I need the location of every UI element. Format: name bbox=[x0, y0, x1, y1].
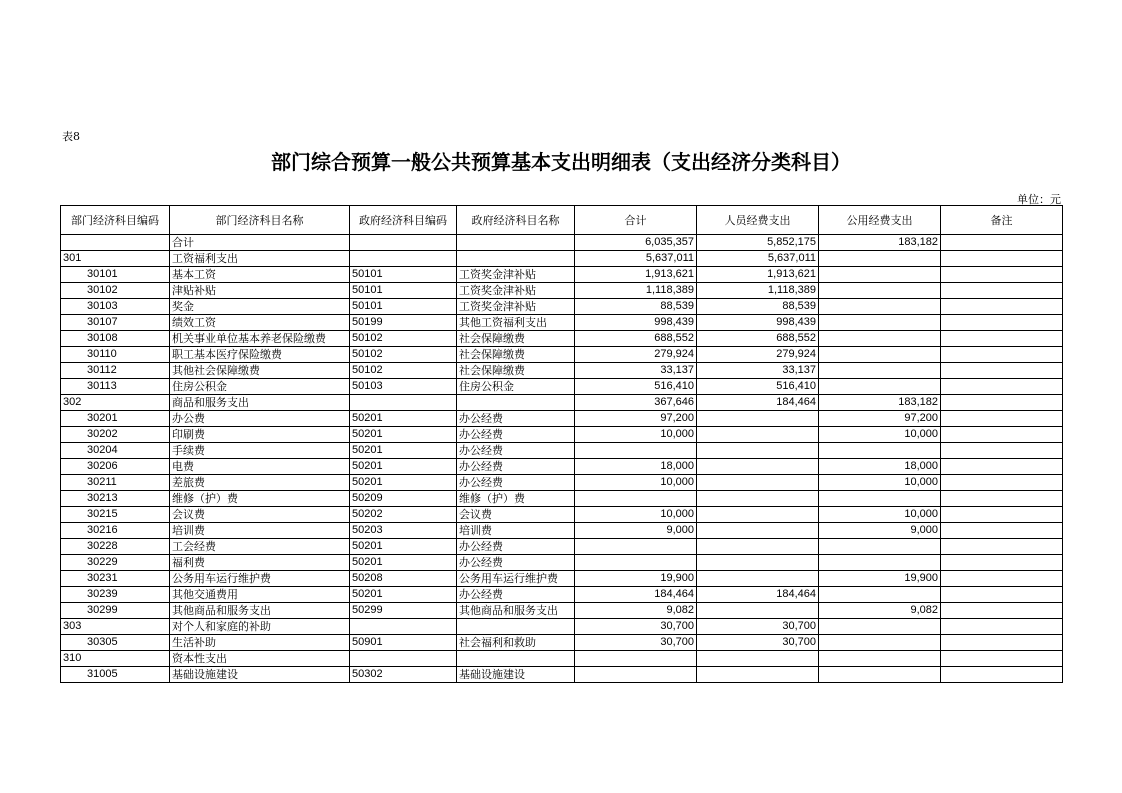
dept-name-cell: 手续费 bbox=[170, 443, 350, 459]
table-row bbox=[61, 331, 1063, 347]
personnel-cell: 998,439 bbox=[697, 315, 819, 331]
note-cell bbox=[941, 235, 1063, 251]
gov-code-cell: 50299 bbox=[350, 603, 457, 619]
dept-code-cell: 30239 bbox=[61, 587, 170, 603]
dept-code-cell: 30113 bbox=[61, 379, 170, 395]
dept-name-cell: 培训费 bbox=[170, 523, 350, 539]
dept-code-cell: 30305 bbox=[61, 635, 170, 651]
dept-name-cell: 合计 bbox=[170, 235, 350, 251]
total-cell bbox=[575, 539, 697, 555]
total-cell bbox=[575, 491, 697, 507]
dept-code-cell: 30228 bbox=[61, 539, 170, 555]
public-cell bbox=[819, 539, 941, 555]
table-row bbox=[61, 235, 1063, 251]
dept-code-cell: 30103 bbox=[61, 299, 170, 315]
table-row bbox=[61, 475, 1063, 491]
public-cell bbox=[819, 587, 941, 603]
dept-name-cell: 对个人和家庭的补助 bbox=[170, 619, 350, 635]
note-cell bbox=[941, 395, 1063, 411]
personnel-cell: 184,464 bbox=[697, 395, 819, 411]
gov-code-cell: 50202 bbox=[350, 507, 457, 523]
total-cell: 10,000 bbox=[575, 507, 697, 523]
table-row bbox=[61, 635, 1063, 651]
header-gov-code: 政府经济科目编码 bbox=[350, 206, 457, 235]
gov-code-cell bbox=[350, 651, 457, 667]
table-row bbox=[61, 347, 1063, 363]
table-row bbox=[61, 251, 1063, 267]
note-cell bbox=[941, 555, 1063, 571]
table-row bbox=[61, 443, 1063, 459]
note-cell bbox=[941, 427, 1063, 443]
personnel-cell bbox=[697, 603, 819, 619]
table-row bbox=[61, 395, 1063, 411]
gov-name-cell: 基础设施建设 bbox=[457, 667, 575, 683]
personnel-cell: 184,464 bbox=[697, 587, 819, 603]
gov-name-cell: 办公经费 bbox=[457, 587, 575, 603]
public-cell bbox=[819, 619, 941, 635]
gov-code-cell: 50201 bbox=[350, 587, 457, 603]
gov-name-cell: 维修（护）费 bbox=[457, 491, 575, 507]
note-cell bbox=[941, 411, 1063, 427]
gov-code-cell: 50201 bbox=[350, 475, 457, 491]
personnel-cell bbox=[697, 475, 819, 491]
total-cell: 367,646 bbox=[575, 395, 697, 411]
public-cell bbox=[819, 379, 941, 395]
note-cell bbox=[941, 635, 1063, 651]
table-row bbox=[61, 459, 1063, 475]
total-cell: 10,000 bbox=[575, 427, 697, 443]
personnel-cell: 279,924 bbox=[697, 347, 819, 363]
budget-table bbox=[60, 205, 1063, 683]
total-cell: 88,539 bbox=[575, 299, 697, 315]
note-cell bbox=[941, 507, 1063, 523]
personnel-cell: 33,137 bbox=[697, 363, 819, 379]
table-row bbox=[61, 315, 1063, 331]
table-row bbox=[61, 267, 1063, 283]
public-cell bbox=[819, 635, 941, 651]
dept-code-cell: 301 bbox=[61, 251, 170, 267]
personnel-cell bbox=[697, 507, 819, 523]
note-cell bbox=[941, 315, 1063, 331]
dept-name-cell: 基本工资 bbox=[170, 267, 350, 283]
header-personnel: 人员经费支出 bbox=[697, 206, 819, 235]
gov-name-cell: 办公经费 bbox=[457, 427, 575, 443]
personnel-cell: 5,852,175 bbox=[697, 235, 819, 251]
public-cell bbox=[819, 491, 941, 507]
public-cell bbox=[819, 331, 941, 347]
personnel-cell bbox=[697, 667, 819, 683]
gov-code-cell: 50101 bbox=[350, 283, 457, 299]
personnel-cell: 1,913,621 bbox=[697, 267, 819, 283]
gov-code-cell bbox=[350, 619, 457, 635]
dept-name-cell: 绩效工资 bbox=[170, 315, 350, 331]
dept-code-cell: 30229 bbox=[61, 555, 170, 571]
gov-code-cell bbox=[350, 395, 457, 411]
gov-name-cell: 社会保障缴费 bbox=[457, 363, 575, 379]
dept-code-cell: 30108 bbox=[61, 331, 170, 347]
public-cell: 10,000 bbox=[819, 475, 941, 491]
table-row bbox=[61, 491, 1063, 507]
note-cell bbox=[941, 523, 1063, 539]
dept-name-cell: 资本性支出 bbox=[170, 651, 350, 667]
table-row bbox=[61, 571, 1063, 587]
gov-name-cell: 培训费 bbox=[457, 523, 575, 539]
dept-code-cell: 30201 bbox=[61, 411, 170, 427]
note-cell bbox=[941, 283, 1063, 299]
note-cell bbox=[941, 443, 1063, 459]
public-cell bbox=[819, 443, 941, 459]
dept-code-cell: 30107 bbox=[61, 315, 170, 331]
public-cell bbox=[819, 299, 941, 315]
note-cell bbox=[941, 363, 1063, 379]
dept-code-cell: 30101 bbox=[61, 267, 170, 283]
gov-name-cell: 公务用车运行维护费 bbox=[457, 571, 575, 587]
table-row bbox=[61, 507, 1063, 523]
note-cell bbox=[941, 299, 1063, 315]
total-cell bbox=[575, 443, 697, 459]
total-cell: 184,464 bbox=[575, 587, 697, 603]
dept-name-cell: 福利费 bbox=[170, 555, 350, 571]
gov-name-cell: 办公经费 bbox=[457, 411, 575, 427]
total-cell bbox=[575, 667, 697, 683]
gov-code-cell: 50201 bbox=[350, 555, 457, 571]
dept-name-cell: 办公费 bbox=[170, 411, 350, 427]
total-cell: 10,000 bbox=[575, 475, 697, 491]
gov-code-cell: 50208 bbox=[350, 571, 457, 587]
gov-code-cell: 50201 bbox=[350, 411, 457, 427]
gov-code-cell: 50302 bbox=[350, 667, 457, 683]
personnel-cell: 88,539 bbox=[697, 299, 819, 315]
dept-name-cell: 奖金 bbox=[170, 299, 350, 315]
dept-name-cell: 电费 bbox=[170, 459, 350, 475]
table-row bbox=[61, 539, 1063, 555]
gov-code-cell: 50102 bbox=[350, 331, 457, 347]
note-cell bbox=[941, 475, 1063, 491]
note-cell bbox=[941, 379, 1063, 395]
gov-code-cell: 50201 bbox=[350, 459, 457, 475]
dept-name-cell: 商品和服务支出 bbox=[170, 395, 350, 411]
gov-code-cell: 50201 bbox=[350, 427, 457, 443]
gov-code-cell: 50199 bbox=[350, 315, 457, 331]
header-public: 公用经费支出 bbox=[819, 206, 941, 235]
gov-code-cell: 50102 bbox=[350, 347, 457, 363]
dept-name-cell: 会议费 bbox=[170, 507, 350, 523]
gov-name-cell: 社会保障缴费 bbox=[457, 331, 575, 347]
gov-name-cell bbox=[457, 395, 575, 411]
note-cell bbox=[941, 667, 1063, 683]
public-cell: 9,082 bbox=[819, 603, 941, 619]
note-cell bbox=[941, 491, 1063, 507]
dept-code-cell: 30213 bbox=[61, 491, 170, 507]
personnel-cell: 5,637,011 bbox=[697, 251, 819, 267]
note-cell bbox=[941, 267, 1063, 283]
public-cell bbox=[819, 347, 941, 363]
public-cell bbox=[819, 667, 941, 683]
gov-code-cell: 50209 bbox=[350, 491, 457, 507]
header-note: 备注 bbox=[941, 206, 1063, 235]
note-cell bbox=[941, 539, 1063, 555]
gov-code-cell bbox=[350, 251, 457, 267]
total-cell: 5,637,011 bbox=[575, 251, 697, 267]
public-cell bbox=[819, 363, 941, 379]
header-total: 合计 bbox=[575, 206, 697, 235]
gov-name-cell: 其他商品和服务支出 bbox=[457, 603, 575, 619]
total-cell: 9,082 bbox=[575, 603, 697, 619]
gov-name-cell: 社会福利和救助 bbox=[457, 635, 575, 651]
dept-code-cell: 302 bbox=[61, 395, 170, 411]
gov-code-cell bbox=[350, 235, 457, 251]
total-cell bbox=[575, 651, 697, 667]
total-cell: 30,700 bbox=[575, 619, 697, 635]
public-cell bbox=[819, 651, 941, 667]
gov-name-cell: 社会保障缴费 bbox=[457, 347, 575, 363]
dept-code-cell: 31005 bbox=[61, 667, 170, 683]
note-cell bbox=[941, 651, 1063, 667]
gov-name-cell: 办公经费 bbox=[457, 539, 575, 555]
dept-code-cell: 30215 bbox=[61, 507, 170, 523]
public-cell: 10,000 bbox=[819, 507, 941, 523]
table-row bbox=[61, 603, 1063, 619]
gov-name-cell: 办公经费 bbox=[457, 443, 575, 459]
dept-name-cell: 差旅费 bbox=[170, 475, 350, 491]
public-cell bbox=[819, 267, 941, 283]
gov-code-cell: 50101 bbox=[350, 299, 457, 315]
personnel-cell bbox=[697, 523, 819, 539]
gov-code-cell: 50102 bbox=[350, 363, 457, 379]
gov-name-cell: 会议费 bbox=[457, 507, 575, 523]
gov-name-cell bbox=[457, 251, 575, 267]
total-cell: 279,924 bbox=[575, 347, 697, 363]
table-number: 表8 bbox=[62, 130, 80, 143]
dept-name-cell: 住房公积金 bbox=[170, 379, 350, 395]
gov-code-cell: 50101 bbox=[350, 267, 457, 283]
total-cell: 19,900 bbox=[575, 571, 697, 587]
total-cell: 30,700 bbox=[575, 635, 697, 651]
personnel-cell bbox=[697, 571, 819, 587]
total-cell: 1,118,389 bbox=[575, 283, 697, 299]
gov-name-cell bbox=[457, 235, 575, 251]
dept-code-cell: 30102 bbox=[61, 283, 170, 299]
total-cell: 33,137 bbox=[575, 363, 697, 379]
gov-name-cell: 工资奖金津补贴 bbox=[457, 267, 575, 283]
total-cell: 9,000 bbox=[575, 523, 697, 539]
dept-name-cell: 印刷费 bbox=[170, 427, 350, 443]
table-row bbox=[61, 427, 1063, 443]
total-cell: 1,913,621 bbox=[575, 267, 697, 283]
header-dept-name: 部门经济科目名称 bbox=[170, 206, 350, 235]
table-row bbox=[61, 379, 1063, 395]
dept-name-cell: 职工基本医疗保险缴费 bbox=[170, 347, 350, 363]
public-cell: 18,000 bbox=[819, 459, 941, 475]
dept-name-cell: 机关事业单位基本养老保险缴费 bbox=[170, 331, 350, 347]
dept-name-cell: 其他交通费用 bbox=[170, 587, 350, 603]
personnel-cell bbox=[697, 539, 819, 555]
table-row bbox=[61, 283, 1063, 299]
note-cell bbox=[941, 347, 1063, 363]
public-cell: 183,182 bbox=[819, 395, 941, 411]
personnel-cell bbox=[697, 411, 819, 427]
dept-name-cell: 其他社会保障缴费 bbox=[170, 363, 350, 379]
gov-code-cell: 50103 bbox=[350, 379, 457, 395]
gov-name-cell bbox=[457, 651, 575, 667]
note-cell bbox=[941, 619, 1063, 635]
dept-code-cell: 310 bbox=[61, 651, 170, 667]
dept-code-cell: 30299 bbox=[61, 603, 170, 619]
note-cell bbox=[941, 571, 1063, 587]
dept-name-cell: 其他商品和服务支出 bbox=[170, 603, 350, 619]
gov-name-cell: 办公经费 bbox=[457, 475, 575, 491]
personnel-cell: 688,552 bbox=[697, 331, 819, 347]
dept-code-cell bbox=[61, 235, 170, 251]
total-cell: 688,552 bbox=[575, 331, 697, 347]
table-row bbox=[61, 651, 1063, 667]
gov-name-cell: 办公经费 bbox=[457, 459, 575, 475]
note-cell bbox=[941, 587, 1063, 603]
public-cell: 10,000 bbox=[819, 427, 941, 443]
note-cell bbox=[941, 459, 1063, 475]
gov-name-cell: 其他工资福利支出 bbox=[457, 315, 575, 331]
dept-code-cell: 30110 bbox=[61, 347, 170, 363]
personnel-cell: 30,700 bbox=[697, 619, 819, 635]
dept-code-cell: 30211 bbox=[61, 475, 170, 491]
gov-code-cell: 50901 bbox=[350, 635, 457, 651]
personnel-cell bbox=[697, 491, 819, 507]
total-cell: 998,439 bbox=[575, 315, 697, 331]
dept-code-cell: 30206 bbox=[61, 459, 170, 475]
dept-code-cell: 30204 bbox=[61, 443, 170, 459]
note-cell bbox=[941, 251, 1063, 267]
dept-code-cell: 30202 bbox=[61, 427, 170, 443]
dept-code-cell: 30112 bbox=[61, 363, 170, 379]
gov-code-cell: 50201 bbox=[350, 443, 457, 459]
personnel-cell: 30,700 bbox=[697, 635, 819, 651]
public-cell: 9,000 bbox=[819, 523, 941, 539]
personnel-cell bbox=[697, 427, 819, 443]
total-cell: 516,410 bbox=[575, 379, 697, 395]
public-cell: 183,182 bbox=[819, 235, 941, 251]
personnel-cell bbox=[697, 459, 819, 475]
gov-name-cell bbox=[457, 619, 575, 635]
public-cell bbox=[819, 315, 941, 331]
dept-name-cell: 基础设施建设 bbox=[170, 667, 350, 683]
gov-name-cell: 工资奖金津补贴 bbox=[457, 283, 575, 299]
dept-name-cell: 维修（护）费 bbox=[170, 491, 350, 507]
total-cell bbox=[575, 555, 697, 571]
gov-name-cell: 工资奖金津补贴 bbox=[457, 299, 575, 315]
public-cell bbox=[819, 283, 941, 299]
unit-label: 单位：元 bbox=[1017, 193, 1061, 206]
dept-name-cell: 津贴补贴 bbox=[170, 283, 350, 299]
table-row bbox=[61, 363, 1063, 379]
dept-code-cell: 303 bbox=[61, 619, 170, 635]
page-title: 部门综合预算一般公共预算基本支出明细表（支出经济分类科目） bbox=[271, 150, 851, 174]
header-dept-code: 部门经济科目编码 bbox=[61, 206, 170, 235]
public-cell bbox=[819, 555, 941, 571]
gov-code-cell: 50201 bbox=[350, 539, 457, 555]
gov-name-cell: 住房公积金 bbox=[457, 379, 575, 395]
total-cell: 18,000 bbox=[575, 459, 697, 475]
dept-name-cell: 公务用车运行维护费 bbox=[170, 571, 350, 587]
table-row bbox=[61, 587, 1063, 603]
public-cell: 19,900 bbox=[819, 571, 941, 587]
public-cell bbox=[819, 251, 941, 267]
note-cell bbox=[941, 603, 1063, 619]
personnel-cell bbox=[697, 443, 819, 459]
total-cell: 97,200 bbox=[575, 411, 697, 427]
total-cell: 6,035,357 bbox=[575, 235, 697, 251]
table-row bbox=[61, 667, 1063, 683]
dept-name-cell: 工会经费 bbox=[170, 539, 350, 555]
gov-code-cell: 50203 bbox=[350, 523, 457, 539]
dept-name-cell: 工资福利支出 bbox=[170, 251, 350, 267]
table-row bbox=[61, 523, 1063, 539]
personnel-cell: 516,410 bbox=[697, 379, 819, 395]
dept-code-cell: 30231 bbox=[61, 571, 170, 587]
table-row bbox=[61, 411, 1063, 427]
header-row bbox=[61, 206, 1063, 235]
gov-name-cell: 办公经费 bbox=[457, 555, 575, 571]
public-cell: 97,200 bbox=[819, 411, 941, 427]
header-gov-name: 政府经济科目名称 bbox=[457, 206, 575, 235]
table-row bbox=[61, 299, 1063, 315]
table-row bbox=[61, 619, 1063, 635]
dept-code-cell: 30216 bbox=[61, 523, 170, 539]
note-cell bbox=[941, 331, 1063, 347]
table-row bbox=[61, 555, 1063, 571]
personnel-cell: 1,118,389 bbox=[697, 283, 819, 299]
dept-name-cell: 生活补助 bbox=[170, 635, 350, 651]
personnel-cell bbox=[697, 555, 819, 571]
personnel-cell bbox=[697, 651, 819, 667]
